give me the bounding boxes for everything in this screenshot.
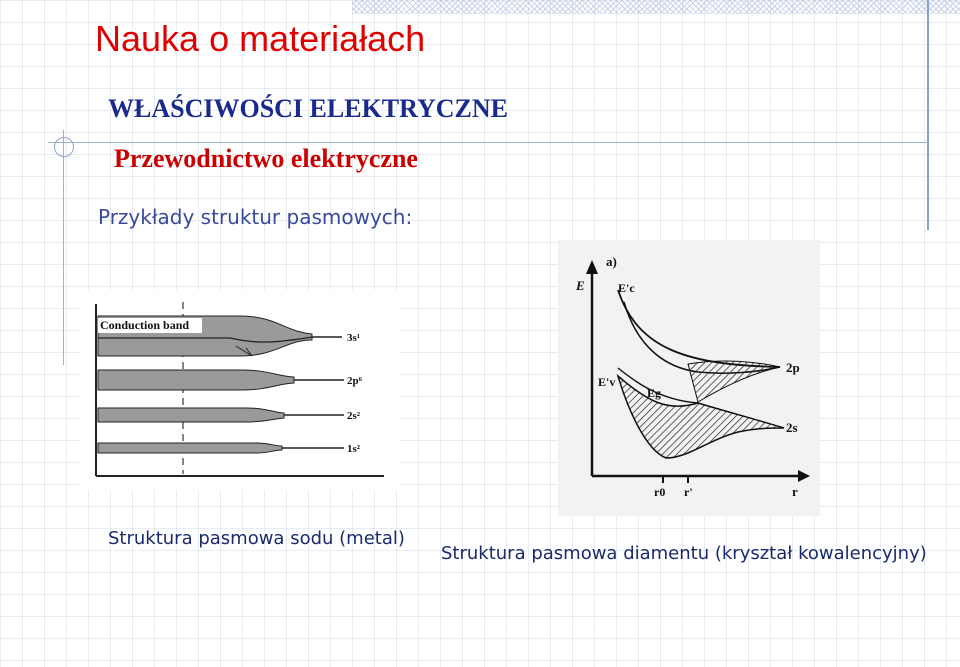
curve-2p-upper — [618, 290, 780, 367]
label-r: r — [792, 484, 798, 499]
sodium-band-structure-figure — [80, 290, 400, 490]
diamond-y-axis-arrow — [586, 260, 598, 274]
level-3s-label: 3s¹ — [347, 332, 361, 344]
sodium-caption: Struktura pasmowa sodu (metal) — [108, 528, 405, 549]
subsection-title: Przewodnictwo elektryczne — [114, 144, 418, 173]
level-2s-label: 2s² — [347, 410, 361, 422]
diamond-band-structure-figure — [558, 240, 820, 516]
label-ev: E'v — [598, 375, 616, 389]
label-r0: r0 — [654, 485, 666, 499]
top-decorative-band — [352, 0, 960, 14]
diamond-caption: Struktura pasmowa diamentu (kryształ kowalencyjny) — [441, 543, 927, 564]
conduction-band-label: Conduction band — [100, 318, 190, 332]
y-axis-label: E — [576, 278, 585, 293]
band-1s — [98, 443, 282, 453]
level-1s-label: 1s² — [347, 443, 361, 455]
panel-label: a) — [606, 254, 617, 269]
label-2s: 2s — [786, 420, 798, 435]
label-2p: 2p — [786, 360, 800, 375]
sodium-band-diagram — [80, 290, 400, 490]
hatched-2p-region — [688, 361, 780, 402]
corner-circle-ornament — [54, 137, 74, 157]
label-ec: E'c — [618, 281, 635, 295]
band-2s — [98, 408, 284, 422]
section-title: WŁAŚCIWOŚCI ELEKTRYCZNE — [108, 94, 509, 123]
level-2p-label: 2p⁶ — [347, 375, 362, 387]
diamond-band-diagram — [558, 240, 820, 516]
band-2p — [98, 370, 294, 390]
label-r-prime: r' — [684, 485, 693, 499]
right-decorative-rule — [927, 0, 929, 230]
label-eg: Eg — [647, 386, 662, 400]
diamond-x-axis-arrow — [798, 470, 810, 482]
horizontal-decorative-rule — [48, 142, 928, 143]
slide-title: Nauka o materiałach — [95, 18, 426, 59]
intro-text: Przykłady struktur pasmowych: — [98, 205, 413, 229]
left-decorative-rule — [63, 130, 64, 365]
